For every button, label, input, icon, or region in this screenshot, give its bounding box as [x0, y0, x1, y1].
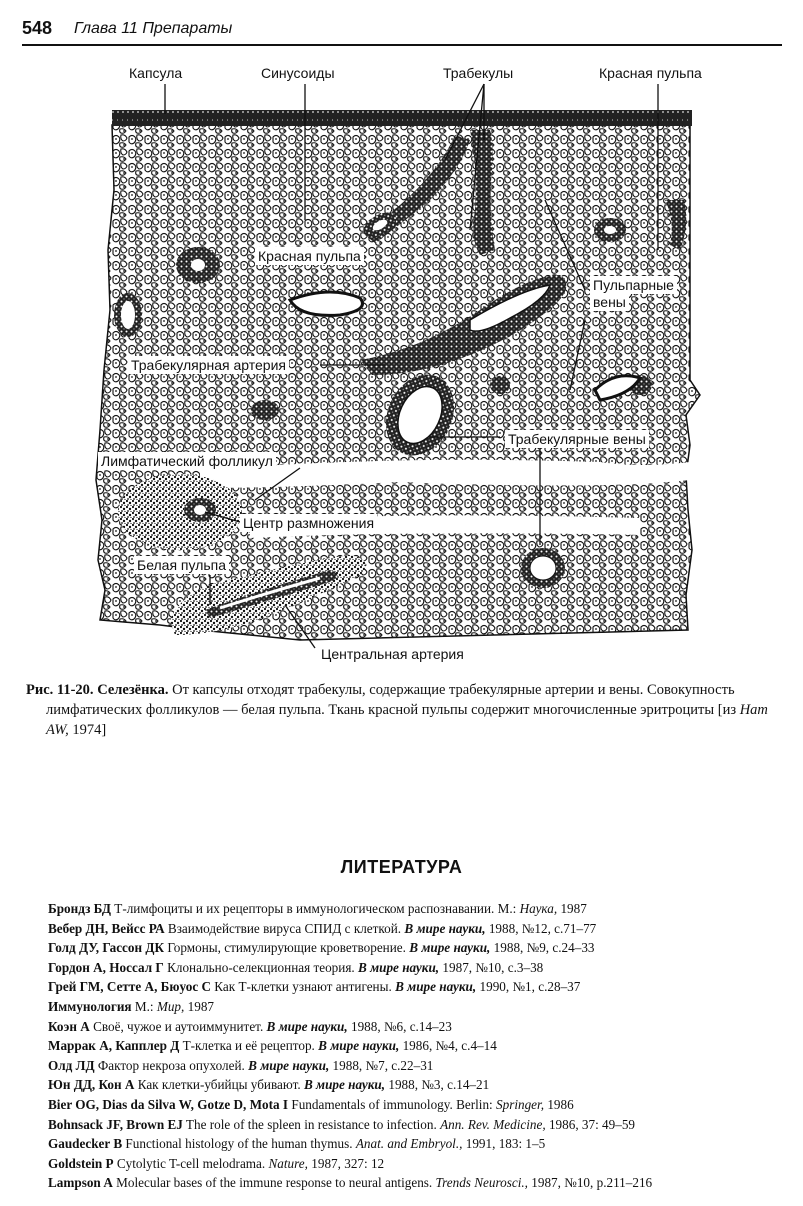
- spleen-figure: [0, 50, 803, 670]
- reference-title: Как Т-клетки узнают антигены.: [214, 979, 392, 995]
- reference-item: [48, 977, 788, 997]
- reference-item: [48, 899, 788, 919]
- label-white-pulp: Белая пульпа: [134, 556, 229, 574]
- reference-title: Как клетки-убийцы убивают.: [137, 1077, 301, 1093]
- lymph-follicle: [118, 474, 242, 550]
- reference-venue: В мире науки,: [409, 940, 491, 956]
- references-title: ЛИТЕРАТУРА: [340, 857, 463, 877]
- page-header: [22, 16, 782, 46]
- label-capsule: Капсула: [129, 65, 183, 81]
- reference-title: Cytolytic T-cell melodrama.: [116, 1155, 266, 1171]
- label-trabeculae: Трабекулы: [443, 65, 514, 81]
- reference-item: [48, 1017, 788, 1037]
- figure-caption: [26, 680, 778, 740]
- reference-item: [48, 958, 788, 978]
- reference-item: [48, 1095, 788, 1115]
- reference-authors: Олд ЛД: [48, 1057, 95, 1073]
- reference-authors: Gaudecker B: [48, 1136, 123, 1152]
- reference-venue: В мире науки,: [404, 920, 486, 936]
- reference-authors: Грей ГМ, Сетте А, Бюуос С: [48, 979, 211, 995]
- reference-details: 1986: [547, 1096, 574, 1112]
- reference-authors: Bohnsack JF, Brown EJ: [48, 1116, 183, 1132]
- reference-venue: Anat. and Embryol.,: [355, 1136, 463, 1152]
- reference-details: 1988, №9, с.24–33: [493, 940, 595, 956]
- label-germinal-center: Центр размножения: [240, 514, 377, 532]
- small-vessel: [251, 400, 279, 420]
- caption-label: Рис. 11-20.: [26, 682, 94, 698]
- reference-venue: В мире науки,: [266, 1018, 348, 1034]
- reference-details: 1991, 183: 1–5: [465, 1136, 546, 1152]
- reference-venue: Мир,: [156, 998, 185, 1014]
- reference-authors: Lampson A: [48, 1175, 113, 1191]
- spleen-histology-drawing: [0, 50, 803, 670]
- reference-venue: Springer,: [496, 1096, 545, 1112]
- label-red-pulp-inner: Красная пульпа: [255, 247, 364, 265]
- reference-venue: В мире науки,: [395, 979, 477, 995]
- reference-authors: Голд ДУ, Гассон ДК: [48, 940, 165, 956]
- label-sinusoids: Синусоиды: [261, 65, 335, 81]
- reference-title: М.:: [134, 998, 154, 1014]
- reference-details: 1986, 37: 49–59: [548, 1116, 636, 1132]
- reference-venue: Наука,: [519, 901, 558, 916]
- reference-details: 1987, 327: 12: [311, 1155, 385, 1171]
- label-trabecular-artery: Трабекулярная артерия: [128, 356, 289, 374]
- reference-details: 1987: [187, 998, 214, 1014]
- reference-authors: Коэн А: [48, 1018, 90, 1034]
- reference-venue: В мире науки,: [303, 1077, 386, 1093]
- label-central-artery: Центральная артерия: [318, 645, 467, 663]
- reference-venue: В мире науки,: [318, 1038, 400, 1054]
- reference-item: [48, 1056, 788, 1076]
- reference-title: Клонально-селекционная теория.: [167, 959, 355, 975]
- reference-item: [48, 1154, 788, 1174]
- reference-details: 1987: [560, 901, 587, 916]
- reference-item: [48, 1115, 788, 1135]
- reference-title: Т-клетка и её рецептор.: [182, 1038, 315, 1054]
- reference-title: Т-лимфоциты и их рецепторы в иммунологическом распознавании. М.:: [114, 901, 517, 916]
- reference-list: [48, 899, 788, 1193]
- label-red-pulp-top: Красная пульпа: [599, 65, 702, 81]
- reference-authors: Иммунология: [48, 998, 132, 1014]
- reference-details: 1988, №6, с.14–23: [350, 1018, 452, 1034]
- reference-item: [48, 1036, 788, 1056]
- caption-text: От капсулы отходят трабекулы, содержащие трабекулярные артерии и вены. Совокупность лимфатических фолликулов — белая пульпа. Ткань красной пульпы содержит многочисленные эритроциты [из: [46, 682, 737, 718]
- reference-details: 1988, №12, с.71–77: [488, 920, 597, 936]
- caption-source: Ham AW,: [46, 702, 768, 738]
- reference-authors: Вебер ДН, Вейсс РА: [48, 920, 165, 936]
- label-pulp-veins-line1: Пульпарные: [590, 276, 677, 294]
- reference-authors: Bier OG, Dias da Silva W, Gotze D, Mota I: [48, 1096, 289, 1112]
- reference-authors: Юн ДД, Кон А: [48, 1077, 135, 1093]
- label-pulp-veins-line2: вены: [590, 293, 629, 311]
- reference-authors: Маррак А, Капплер Д: [48, 1038, 180, 1054]
- page-number: 548: [22, 18, 53, 38]
- reference-authors: Goldstein P: [48, 1155, 114, 1171]
- reference-item: [48, 1134, 788, 1154]
- reference-venue: В мире науки,: [248, 1057, 330, 1073]
- reference-authors: Брондз БД: [48, 901, 111, 916]
- small-vessel: [490, 376, 510, 394]
- reference-item: [48, 1075, 788, 1095]
- reference-title: The role of the spleen in resistance to infection.: [185, 1116, 437, 1132]
- reference-venue: Ann. Rev. Medicine,: [440, 1116, 546, 1132]
- reference-item: [48, 938, 788, 958]
- reference-venue: Nature,: [268, 1155, 308, 1171]
- reference-title: Fundamentals of immunology. Berlin:: [291, 1096, 493, 1112]
- reference-details: 1986, №4, с.4–14: [402, 1038, 497, 1054]
- reference-details: 1988, №3, с.14–21: [388, 1077, 490, 1093]
- reference-title: Взаимодействие вируса СПИД с клеткой.: [167, 920, 402, 936]
- reference-venue: Trends Neurosci.,: [435, 1175, 528, 1191]
- caption-title: Селезёнка.: [97, 682, 169, 698]
- reference-item: [48, 1173, 788, 1193]
- reference-item: [48, 997, 788, 1017]
- reference-details: 1987, №10, p.211–216: [531, 1175, 653, 1191]
- reference-title: Molecular bases of the immune response to neural antigens.: [116, 1175, 433, 1191]
- reference-title: Functional histology of the human thymus.: [125, 1136, 353, 1152]
- reference-authors: Гордон А, Носсал Г: [48, 959, 164, 975]
- reference-title: Гормоны, стимулирующие кроветворение.: [167, 940, 406, 956]
- reference-title: Фактор некроза опухолей.: [97, 1057, 245, 1073]
- label-lymph-follicle: Лимфатический фолликул: [98, 452, 276, 470]
- caption-source-year: 1974]: [72, 722, 107, 738]
- running-head: Глава 11 Препараты: [74, 20, 233, 37]
- reference-title: Своё, чужое и аутоиммунитет.: [93, 1018, 264, 1034]
- reference-details: 1987, №10, с.3–38: [442, 959, 544, 975]
- label-trabecular-veins: Трабекулярные вены: [505, 430, 649, 448]
- reference-item: [48, 919, 788, 939]
- reference-details: 1990, №1, с.28–37: [479, 979, 581, 995]
- reference-details: 1988, №7, с.22–31: [332, 1057, 434, 1073]
- reference-venue: В мире науки,: [357, 959, 440, 975]
